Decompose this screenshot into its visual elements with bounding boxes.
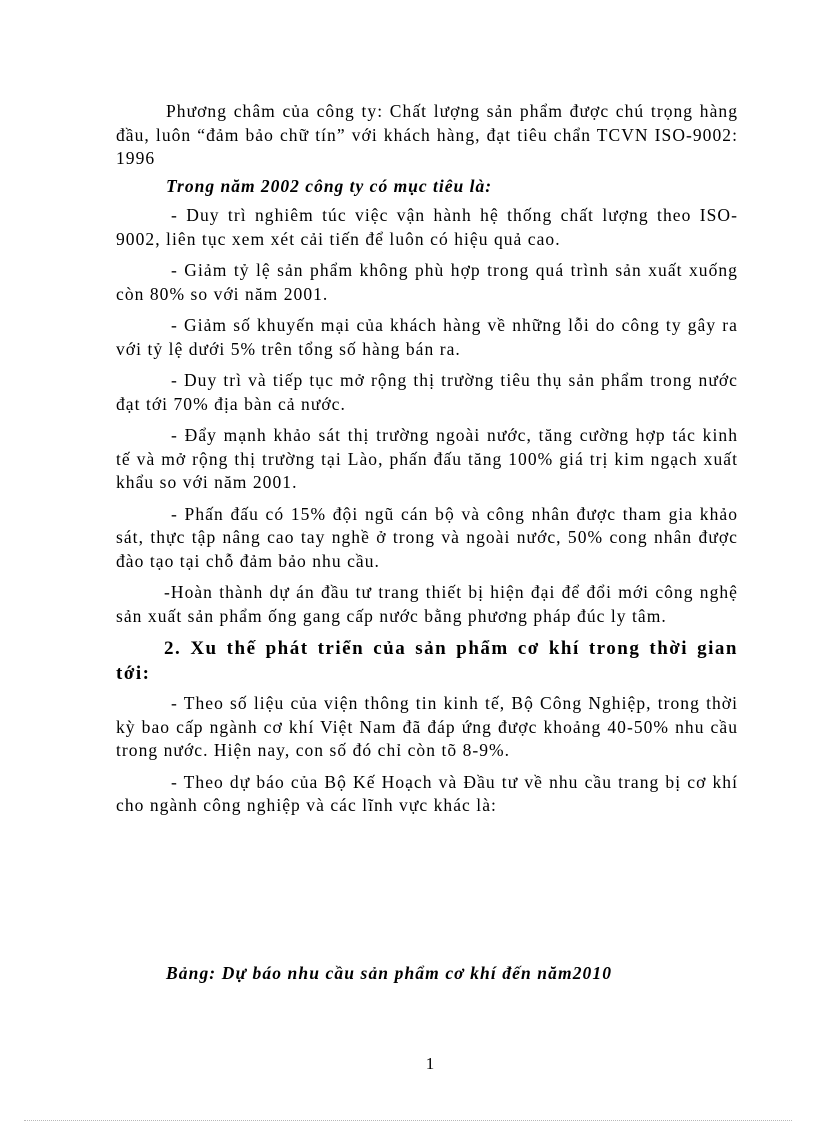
page-number: 1: [425, 1054, 435, 1073]
document-body: [116, 100, 738, 818]
objective-item-reduce-complaints: - Giảm số khuyến mại của khách hàng về những lỗi do công ty gây ra với tỷ lệ dưới 5% trên tổng số hàng bán ra.: [116, 315, 738, 359]
trend-paragraph-forecast: - Theo dự báo của Bộ Kế Hoạch và Đầu tư về nhu cầu trang bị cơ khí cho ngành công nghiệp và các lĩnh vực khác là:: [116, 771, 738, 815]
objective-item-reduce-defects: - Giảm tỷ lệ sản phẩm không phù hợp trong quá trình sản xuất xuống còn 80% so với năm 2001.: [116, 260, 738, 304]
objective-item-staff-training: - Phấn đấu có 15% đội ngũ cán bộ và công nhân được tham gia khảo sát, thực tập nâng cao tay nghề ở trong và ngoài nước, 50% cong nhân được đào tạo tại chỗ đảm bảo nhu cầu.: [116, 503, 738, 571]
footer-divider: [24, 1120, 792, 1121]
objective-item-investment-project: -Hoàn thành dự án đầu tư trang thiết bị hiện đại để đổi mới công nghệ sản xuất sản phẩm ống gang cấp nước bằng phương pháp đúc ly tâm.: [116, 582, 738, 626]
objectives-heading: Trong năm 2002 công ty có mục tiêu là:: [166, 175, 493, 196]
objective-item-domestic-market: - Duy trì và tiếp tục mở rộng thị trường tiêu thụ sản phẩm trong nước đạt tới 70% địa bàn cả nước.: [116, 370, 738, 414]
trend-paragraph-statistics: - Theo số liệu của viện thông tin kinh tế, Bộ Công Nghiệp, trong thời kỳ bao cấp ngành cơ khí Việt Nam đã đáp ứng được khoảng 40-50% nhu cầu trong nước. Hiện nay, con số đó chỉ còn tõ 8-9%.: [116, 693, 738, 760]
table-caption: Bảng: Dự báo nhu cầu sản phẩm cơ khí đến năm2010: [166, 963, 613, 983]
company-motto-paragraph: Phương châm của công ty: Chất lượng sản phẩm được chú trọng hàng đầu, luôn “đảm bảo chữ tín” với khách hàng, đạt tiêu chẩn TCVN ISO-9002: 1996: [116, 101, 738, 168]
section-heading-trends: 2. Xu thế phát triển của sản phẩm cơ khí trong thời gian tới:: [116, 638, 738, 684]
objective-item-quality-system: - Duy trì nghiêm túc việc vận hành hệ thống chất lượng theo ISO-9002, liên tục xem xét cải tiến để luôn có hiệu quả cao.: [116, 205, 738, 249]
objective-item-foreign-market: - Đẩy mạnh khảo sát thị trường ngoài nước, tăng cường hợp tác kinh tế và mở rộng thị trường tại Lào, phấn đấu tăng 100% giá trị kim ngạch xuất khẩu so với năm 2001.: [116, 425, 738, 492]
